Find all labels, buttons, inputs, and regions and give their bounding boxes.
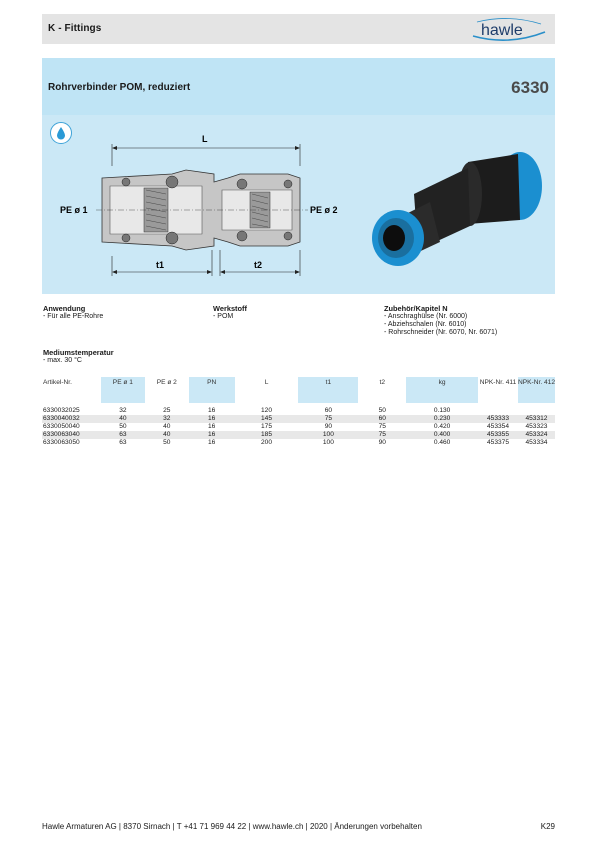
col-pe1: PE ø 1 xyxy=(101,377,145,403)
technical-drawing xyxy=(52,130,352,282)
werkstoff-item: - POM xyxy=(213,313,234,320)
table-row xyxy=(42,407,555,415)
section-anwendung xyxy=(43,305,103,321)
cell: 63 xyxy=(101,431,145,439)
top-bar xyxy=(42,14,555,44)
section-zubehoer xyxy=(384,305,497,337)
cell: 16 xyxy=(207,439,216,446)
medium-item: - max. 30 °C xyxy=(43,357,82,364)
cell: 25 xyxy=(163,407,171,414)
cell xyxy=(478,407,518,415)
footer-text: Hawle Armaturen AG | 8370 Sirnach | T +41 71 969 44 22 | www.hawle.ch | 2020 | Änderungen vorbehalten xyxy=(42,822,422,831)
cell: 453375 xyxy=(486,439,509,446)
cell: 0.460 xyxy=(433,439,451,446)
product-name: Rohrverbinder POM, reduziert xyxy=(48,82,191,93)
product-photo xyxy=(358,138,548,274)
cell: 16 xyxy=(189,431,235,439)
page-number: K29 xyxy=(540,822,555,831)
cell: 6330063050 xyxy=(43,439,80,446)
cell: 100 xyxy=(322,439,334,446)
table-row xyxy=(42,431,555,439)
cell: 200 xyxy=(261,439,273,446)
medium-title: Mediumstemperatur xyxy=(43,348,114,357)
cell: 145 xyxy=(235,415,299,423)
article-table xyxy=(42,377,555,447)
cell: 0.230 xyxy=(406,415,478,423)
cell: 75 xyxy=(298,415,358,423)
cell: 453324 xyxy=(518,431,555,439)
cell: 453354 xyxy=(486,423,509,430)
col-l: L xyxy=(264,379,269,386)
cell: 32 xyxy=(119,407,127,414)
cell: 453334 xyxy=(525,439,548,446)
cell: 32 xyxy=(145,415,189,423)
cell: 63 xyxy=(119,439,127,446)
cell: 0.130 xyxy=(433,407,451,414)
cell: 50 xyxy=(119,423,127,430)
col-t2: t2 xyxy=(379,379,385,386)
zubehoer-title: Zubehör/Kapitel N xyxy=(384,304,448,313)
table-row xyxy=(42,439,555,447)
cell: 0.400 xyxy=(406,431,478,439)
label-pe1: PE ø 1 xyxy=(60,205,88,215)
zubehoer-item: - Anschraghülse (Nr. 6000) xyxy=(384,313,468,320)
hawle-logo xyxy=(469,16,549,42)
section-title: K - Fittings xyxy=(48,23,102,34)
label-pe2: PE ø 2 xyxy=(310,205,338,215)
zubehoer-item: - Abziehschalen (Nr. 6010) xyxy=(384,321,467,328)
cell: 60 xyxy=(324,407,333,414)
section-medium xyxy=(43,349,114,365)
table-row xyxy=(42,415,555,423)
cell: 50 xyxy=(378,407,386,414)
cell: 6330040032 xyxy=(42,415,101,423)
product-panel xyxy=(42,58,555,294)
cell: 453323 xyxy=(525,423,548,430)
cell: 185 xyxy=(235,431,299,439)
zubehoer-item: - Rohrschneider (Nr. 6070, Nr. 6071) xyxy=(384,329,498,336)
dim-t1: t1 xyxy=(156,260,165,270)
cell: 50 xyxy=(163,439,171,446)
cell: 6330032025 xyxy=(43,407,80,414)
brand-text: hawle xyxy=(481,22,523,39)
cell: 16 xyxy=(207,423,216,430)
cell: 453312 xyxy=(518,415,555,423)
cell: 40 xyxy=(163,423,171,430)
dim-L: L xyxy=(202,134,208,144)
cell: 90 xyxy=(378,439,386,446)
product-number: 6330 xyxy=(511,78,549,97)
cell xyxy=(518,407,555,415)
anwendung-item: - Für alle PE-Rohre xyxy=(43,313,104,320)
anwendung-title: Anwendung xyxy=(43,304,86,313)
cell: 100 xyxy=(298,431,358,439)
cell: 16 xyxy=(207,407,216,414)
section-werkstoff xyxy=(213,305,247,321)
cell: 16 xyxy=(189,415,235,423)
cell: 40 xyxy=(101,415,145,423)
col-npk412: NPK-Nr. 412 xyxy=(518,377,555,403)
cell: 120 xyxy=(261,407,273,414)
col-pn: PN xyxy=(189,377,235,403)
cell: 90 xyxy=(324,423,333,430)
cell: 0.420 xyxy=(433,423,451,430)
table-row xyxy=(42,423,555,431)
cell: 75 xyxy=(378,423,386,430)
col-t1: t1 xyxy=(298,377,358,403)
werkstoff-title: Werkstoff xyxy=(213,304,247,313)
cell: 60 xyxy=(358,415,406,423)
cell: 6330050040 xyxy=(43,423,80,430)
cell: 75 xyxy=(358,431,406,439)
col-pe2: PE ø 2 xyxy=(156,379,177,386)
col-artikel: Artikel-Nr. xyxy=(43,379,72,386)
cell: 453333 xyxy=(478,415,518,423)
cell: 6330063040 xyxy=(42,431,101,439)
col-npk411: NPK-Nr. 411 xyxy=(479,379,517,386)
table-header-row xyxy=(42,377,555,403)
dim-t2: t2 xyxy=(254,260,263,270)
cell: 40 xyxy=(145,431,189,439)
cell: 453355 xyxy=(478,431,518,439)
cell: 175 xyxy=(261,423,273,430)
col-kg: kg xyxy=(406,377,478,403)
